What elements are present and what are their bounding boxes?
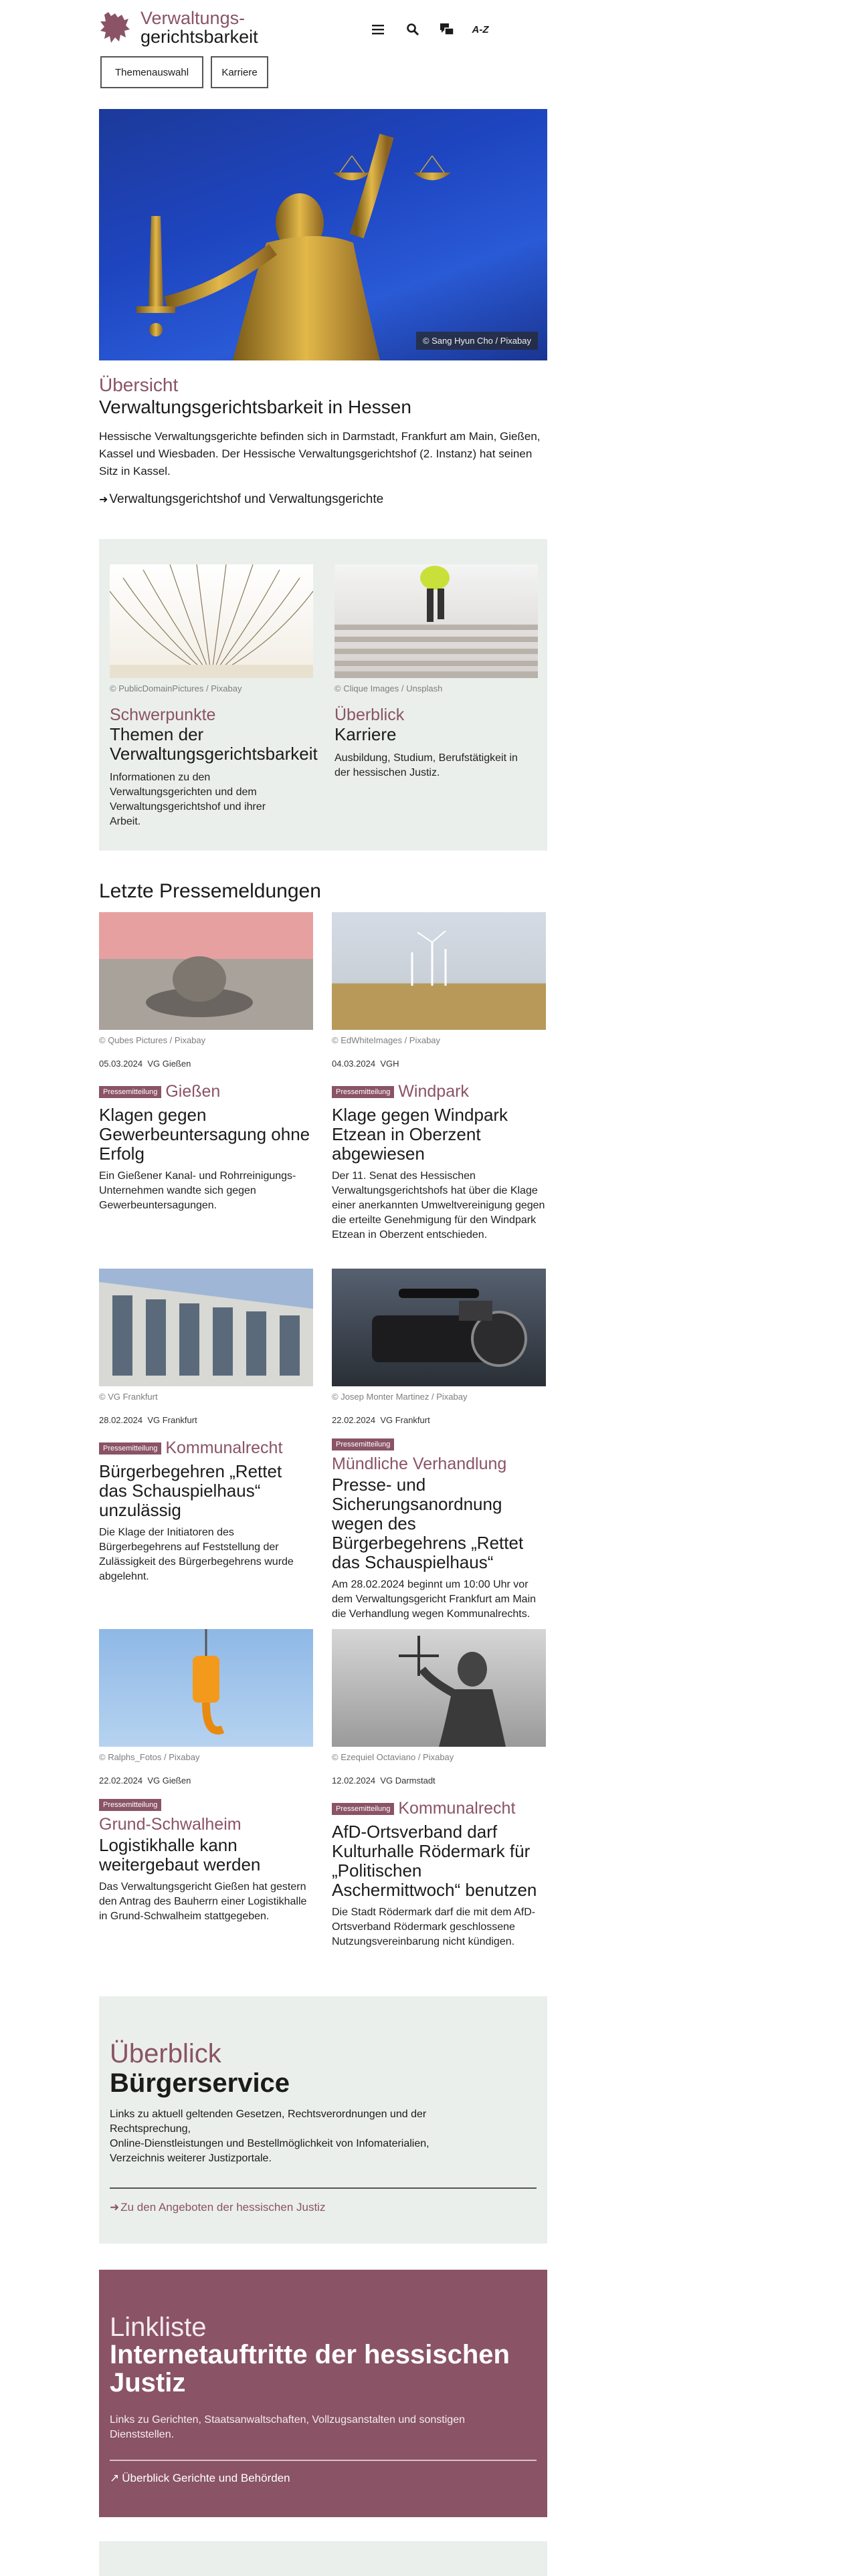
press-tag: Pressemitteilung — [332, 1086, 394, 1098]
press-title: Presse- und Sicherungsanordnung wegen des Bürgerbegehrens „Rettet das Schauspielhaus“ — [332, 1475, 524, 1573]
service-title: Bürgerservice — [110, 2068, 290, 2098]
press-card[interactable] — [332, 1629, 546, 1949]
press-card[interactable] — [99, 1629, 313, 1924]
external-link-icon: ↗ — [110, 2472, 120, 2484]
teaser-title: Themen der Verwaltungsgerichtsbarkeit — [110, 724, 318, 764]
image-credit: © PublicDomainPictures / Pixabay — [110, 683, 242, 693]
linklist-panel — [99, 2270, 547, 2517]
press-tag: Pressemitteilung — [99, 1442, 161, 1455]
teaser-card-career[interactable] — [335, 564, 538, 780]
image-credit: © Clique Images / Unsplash — [335, 683, 443, 693]
language-icon[interactable] — [435, 17, 459, 41]
image-credit: © EdWhiteImages / Pixabay — [332, 1035, 441, 1045]
press-card[interactable] — [99, 1269, 313, 1584]
press-date: 28.02.2024 — [99, 1415, 143, 1425]
press-title: AfD-Ortsverband darf Kulturhalle Rödermark für „Politischen Aschermittwoch“ benutzen — [332, 1822, 537, 1900]
press-text: Am 28.02.2024 beginnt um 10:00 Uhr vor dem Verwaltungsgericht Frankfurt am Main die Verhandlung wegen Kommunalrechts. — [332, 1579, 537, 1620]
press-title: Klagen gegen Gewerbeuntersagung ohne Erfolg — [99, 1105, 310, 1164]
linklist-text: Links zu Gerichten, Staatsanwaltschaften, Vollzugsanstalten und sonstigen Dienststellen. — [110, 2414, 465, 2440]
teaser-kicker: Schwerpunkte — [110, 706, 216, 724]
teaser-kicker: Überblick — [335, 706, 405, 724]
press-card[interactable] — [332, 912, 546, 1243]
press-date: 04.03.2024 — [332, 1059, 376, 1069]
career-button[interactable]: Karriere — [211, 56, 268, 88]
press-category: Kommunalrecht — [165, 1438, 283, 1457]
press-tag: Pressemitteilung — [99, 1799, 161, 1811]
teaser-title: Karriere — [335, 724, 397, 744]
press-tag: Pressemitteilung — [332, 1803, 394, 1815]
divider — [110, 2460, 537, 2461]
hero-kicker: Übersicht — [99, 374, 179, 395]
courts-link[interactable]: ➜ Verwaltungsgerichtshof und Verwaltungsgerichte — [99, 492, 384, 506]
press-date: 12.02.2024 — [332, 1776, 376, 1786]
press-date: 22.02.2024 — [332, 1415, 376, 1425]
press-heading: Letzte Pressemeldungen — [99, 880, 321, 902]
press-text: Der 11. Senat des Hessischen Verwaltungsgerichtshofs hat über die Klage einer anerkannten Umweltvereinigung gegen die erteilte Genehmigung für den Windpark Etzean in Oberzent entschieden. — [332, 1170, 545, 1241]
citizen-service-panel — [99, 1996, 547, 2244]
press-date: 22.02.2024 — [99, 1776, 143, 1786]
press-tag: Pressemitteilung — [332, 1438, 394, 1451]
press-card[interactable] — [99, 912, 313, 1213]
teaser-text: Ausbildung, Studium, Berufstätigkeit in der hessischen Justiz. — [335, 752, 518, 778]
service-kicker: Überblick — [110, 2039, 221, 2068]
image-credit: © VG Frankfurt — [99, 1392, 158, 1402]
press-category: Kommunalrecht — [398, 1799, 516, 1818]
press-category: Gießen — [165, 1082, 221, 1101]
crane-hook-image — [99, 1629, 313, 1747]
book-image — [110, 564, 313, 678]
video-camera-image — [332, 1269, 546, 1386]
press-tag: Pressemitteilung — [99, 1086, 161, 1098]
press-court: VGH — [380, 1059, 399, 1069]
image-credit: © Qubes Pictures / Pixabay — [99, 1035, 206, 1045]
press-title: Klage gegen Windpark Etzean in Oberzent abgewiesen — [332, 1105, 508, 1164]
teaser-panel — [99, 539, 547, 851]
footer-panel — [99, 2541, 547, 2576]
linklist-kicker: Linkliste — [110, 2313, 207, 2342]
divider — [110, 2187, 537, 2189]
image-credit: © Ezequiel Octaviano / Pixabay — [332, 1752, 454, 1762]
image-credit: © Josep Monter Martinez / Pixabay — [332, 1392, 468, 1402]
linklist-title: Internetauftritte der hessischen Justiz — [110, 2340, 510, 2397]
arrow-right-icon: ➜ — [99, 494, 108, 506]
press-category: Windpark — [398, 1082, 469, 1101]
press-text: Das Verwaltungsgericht Gießen hat gestern den Antrag des Bauherrn einer Logistikhalle in Grund-Schwalheim stattgegeben. — [99, 1881, 307, 1923]
press-court: VG Frankfurt — [147, 1415, 197, 1425]
press-card[interactable] — [332, 1269, 546, 1622]
service-text: Links zu aktuell geltenden Gesetzen, Rechtsverordnungen und der Rechtsprechung, Online-Dienstleistungen und Bestellmöglichkeit von Infomaterialien, Verzeichnis weiterer Justizportale. — [110, 2109, 430, 2164]
press-title: Logistikhalle kann weitergebaut werden — [99, 1835, 261, 1875]
menu-icon[interactable] — [366, 17, 390, 41]
teaser-text: Informationen zu den Verwaltungsgerichten und dem Verwaltungsgerichtshof und ihrer Arbeit. — [110, 772, 266, 827]
logo-text: Verwaltungs- gerichtsbarkeit — [140, 8, 258, 47]
manhole-statue-image — [99, 912, 313, 1030]
image-credit: © Sang Hyun Cho / Pixabay — [416, 332, 538, 350]
press-text: Ein Gießener Kanal- und Rohrreinigungs-Unternehmen wandte sich gegen Gewerbeuntersagungen. — [99, 1170, 296, 1211]
hessen-lion-icon — [99, 11, 131, 44]
justitia-statue-image — [99, 109, 547, 360]
search-icon[interactable] — [401, 17, 425, 41]
press-text: Die Stadt Rödermark darf die mit dem AfD-Ortsverband Rödermark geschlossene Nutzungsvereinbarung nicht kündigen. — [332, 1907, 536, 1947]
press-category: Grund-Schwalheim — [99, 1815, 242, 1834]
arrow-right-icon: ➜ — [110, 2201, 120, 2214]
image-credit: © Ralphs_Fotos / Pixabay — [99, 1752, 200, 1762]
press-court: VG Gießen — [147, 1776, 191, 1786]
page-title: Verwaltungsgerichtsbarkeit in Hessen — [99, 397, 411, 417]
building-image — [99, 1269, 313, 1386]
press-court: VG Gießen — [147, 1059, 191, 1069]
hero-text: Hessische Verwaltungsgerichte befinden sich in Darmstadt, Frankfurt am Main, Gießen, Kassel und Wiesbaden. Der Hessische Verwaltungsgerichtshof (2. Instanz) hat seinen Sitz in Kassel. — [99, 430, 541, 477]
press-text: Die Klage der Initiatoren des Bürgerbegehrens auf Feststellung der Zulässigkeit des Bürgerbegehrens wurde abgelehnt. — [99, 1527, 294, 1582]
hero-image — [99, 109, 547, 360]
teaser-card-topics[interactable] — [110, 564, 318, 829]
press-title: Bürgerbegehren „Rettet das Schauspielhaus“ unzulässig — [99, 1461, 282, 1520]
site-logo[interactable] — [99, 7, 320, 48]
press-court: VG Darmstadt — [380, 1776, 436, 1786]
justitia-grey-image — [332, 1629, 546, 1747]
windpark-image — [332, 912, 546, 1030]
a-z-index-link[interactable]: A-Z — [472, 23, 489, 35]
press-date: 05.03.2024 — [99, 1059, 143, 1069]
courts-overview-link[interactable]: ↗ Überblick Gerichte und Behörden — [110, 2472, 290, 2484]
stairs-runner-image — [335, 564, 538, 678]
press-category: Mündliche Verhandlung — [332, 1455, 507, 1474]
topics-button[interactable]: Themenauswahl — [100, 56, 203, 88]
press-court: VG Frankfurt — [380, 1415, 430, 1425]
justice-offers-link[interactable]: ➜ Zu den Angeboten der hessischen Justiz — [110, 2201, 326, 2214]
